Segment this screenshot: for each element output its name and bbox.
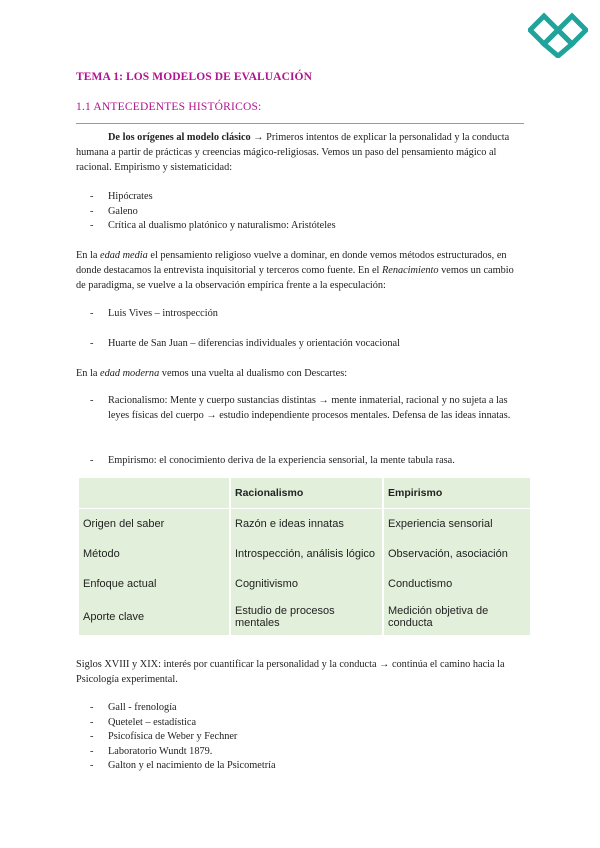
table-cell: Observación, asociación bbox=[383, 539, 530, 569]
list-centuries bbox=[76, 701, 276, 774]
intro-bold-lead: De los orígenes al modelo clásico bbox=[108, 132, 251, 143]
comparison-table bbox=[79, 478, 530, 635]
middle-ages-paragraph: En la edad media el pensamiento religioso vuelve a dominar, en donde vemos métodos estructurados, en donde destacamos la entrevista inquisitorial y terceros como fuente. En el Renacimiento vemos un cambio de paradigma, se vuelve a la observación empírica frente a la especulación: bbox=[76, 250, 514, 291]
list-item: - Galton y el nacimiento de la Psicometría bbox=[90, 760, 276, 771]
table-header bbox=[79, 478, 230, 509]
table-cell: Método bbox=[83, 548, 120, 560]
list-classic bbox=[76, 190, 336, 234]
list-modern-1 bbox=[76, 394, 528, 423]
table-row bbox=[79, 569, 530, 599]
table-cell: Razón e ideas innatas bbox=[230, 509, 383, 540]
table-header-row bbox=[79, 478, 530, 509]
list-renaissance-2 bbox=[76, 337, 400, 352]
centuries-paragraph: Siglos XVIII y XIX: interés por cuantificar la personalidad y la conducta → continúa el camino hacia la Psicología experimental. bbox=[76, 659, 505, 685]
list-item: - Empirismo: el conocimiento deriva de la experiencia sensorial, la mente tabula rasa. bbox=[90, 455, 455, 466]
table-cell: Enfoque actual bbox=[83, 578, 157, 590]
table-row bbox=[79, 599, 530, 635]
table-cell: Aporte clave bbox=[83, 611, 145, 623]
list-item: - Gall - frenología bbox=[90, 702, 177, 713]
list-item: - Laboratorio Wundt 1879. bbox=[90, 745, 213, 757]
arrow: → bbox=[253, 132, 264, 143]
list-item: - Crítica al dualismo platónico y naturalismo: Aristóteles bbox=[90, 220, 336, 231]
page-title: TEMA 1: LOS MODELOS DE EVALUACIÓN bbox=[76, 71, 313, 83]
list-item: - Hipócrates bbox=[90, 191, 153, 202]
table-row bbox=[79, 509, 530, 540]
section-heading: 1.1 ANTECEDENTES HISTÓRICOS: bbox=[76, 101, 262, 113]
intro-paragraph bbox=[76, 130, 526, 175]
list-item: - Psicofísica de Weber y Fechner bbox=[90, 731, 238, 742]
list-item: - Galeno bbox=[90, 205, 138, 217]
table-cell: Medición objetiva de conducta bbox=[383, 599, 530, 635]
table-cell: Experiencia sensorial bbox=[383, 509, 530, 540]
list-item: - Quetelet – estadística bbox=[90, 716, 197, 728]
table-header: Empirismo bbox=[383, 478, 530, 509]
table-cell: Conductismo bbox=[383, 569, 530, 599]
diamond-logo-icon bbox=[528, 12, 588, 58]
table-header: Racionalismo bbox=[230, 478, 383, 509]
intro-text: Primeros intentos de explicar la personalidad y la conducta humana a partir de prácticas y creencias mágico-religiosas. Vemos un paso del pensamiento mágico al racional. Empirismo y sistematicidad: bbox=[76, 132, 510, 173]
modern-paragraph: En la edad moderna vemos una vuelta al dualismo con Descartes: bbox=[76, 368, 348, 379]
table-cell: Estudio de procesos mentales bbox=[230, 599, 383, 635]
list-item: - Luis Vives – introspección bbox=[90, 308, 218, 319]
list-renaissance-1 bbox=[76, 307, 218, 322]
table-cell: Introspección, análisis lógico bbox=[230, 539, 383, 569]
table-cell: Cognitivismo bbox=[230, 569, 383, 599]
list-modern-2 bbox=[76, 454, 528, 469]
list-item: - Huarte de San Juan – diferencias individuales y orientación vocacional bbox=[90, 338, 400, 349]
list-item: - Racionalismo: Mente y cuerpo sustancias distintas → mente inmaterial, racional y no sujeta a las leyes físicas del cuerpo → estudio independiente procesos mentales. Defensa de las ideas innatas. bbox=[90, 395, 511, 421]
table-row bbox=[79, 539, 530, 569]
table-cell: Origen del saber bbox=[79, 509, 230, 540]
divider bbox=[76, 123, 524, 124]
